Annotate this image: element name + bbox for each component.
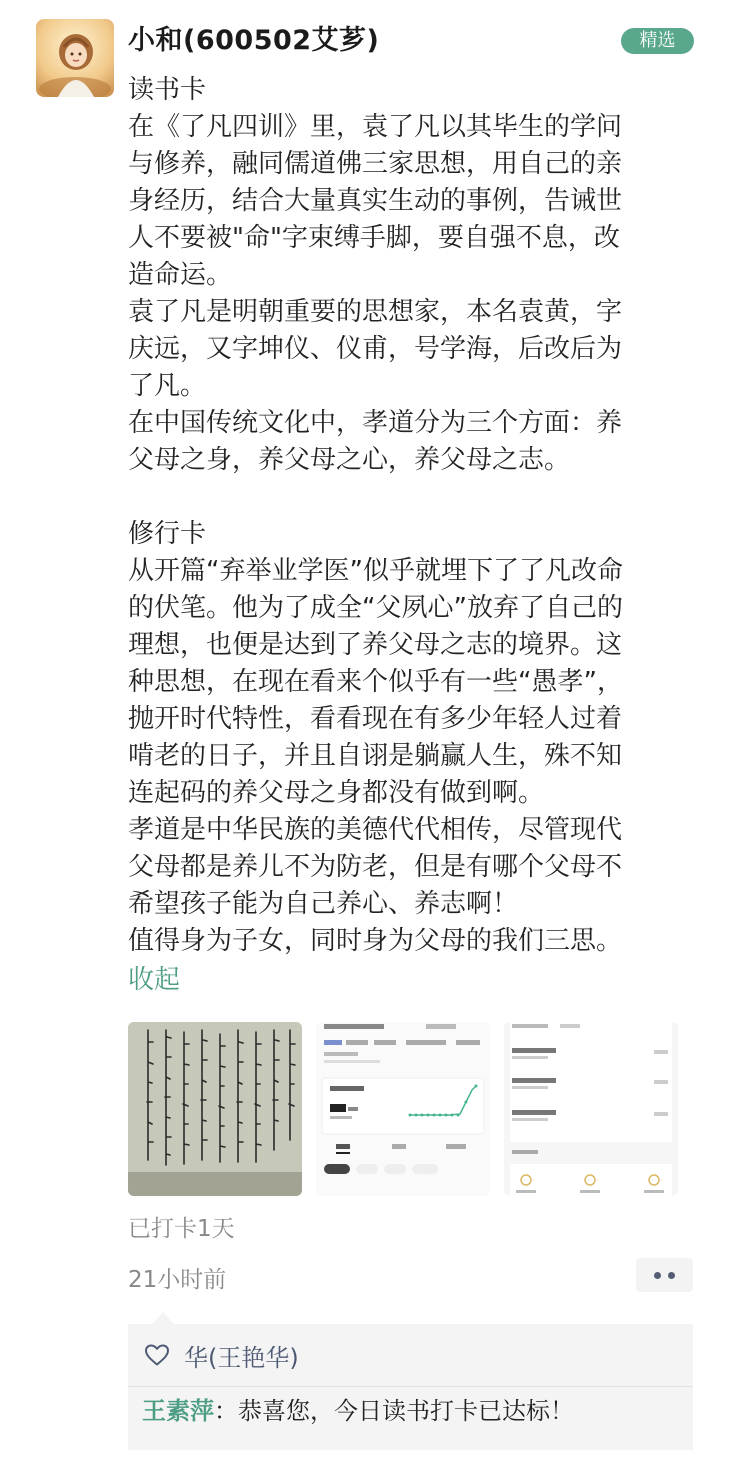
- content-line: 在中国传统文化中，孝道分为三个方面：养: [128, 408, 623, 438]
- content-line: 了凡。: [128, 371, 207, 401]
- image-thumbnail-records[interactable]: [504, 1022, 678, 1196]
- post-content: [128, 72, 688, 960]
- content-line: 的伏笔。他为了成全“父夙心”放弃了自己的: [128, 593, 623, 623]
- handwriting-image: [128, 1022, 302, 1196]
- comment-box-pointer: [152, 1312, 174, 1324]
- content-line: 修行卡: [128, 519, 207, 549]
- content-line: 在《了凡四训》里，袁了凡以其毕生的学问: [128, 112, 623, 142]
- content-line: 读书卡: [128, 75, 207, 105]
- liker-name[interactable]: 华(王艳华): [184, 1343, 299, 1372]
- content-line: 值得身为子女，同时身为父母的我们三思。: [128, 926, 623, 956]
- content-line: 身经历，结合大量真实生动的事例，告诫世: [128, 186, 623, 216]
- comment-text: 恭喜您，今日读书打卡已达标！: [238, 1397, 574, 1425]
- like-row: [144, 1338, 299, 1372]
- content-line: 种思想，在现在看来个似乎有一些“愚孝”，: [128, 667, 623, 697]
- content-line: 人不要被"命"字束缚手脚，要自强不息，改: [128, 223, 620, 253]
- checkin-count: 已打卡1天: [128, 1216, 235, 1242]
- avatar-image: [36, 19, 114, 97]
- content-line: 抛开时代特性，看看现在有多少年轻人过着: [128, 704, 623, 734]
- collapse-link[interactable]: 收起: [128, 965, 181, 995]
- featured-badge: 精选: [621, 28, 694, 54]
- content-line: 连起码的养父母之身都没有做到啊。: [128, 778, 545, 808]
- image-thumbnail-stats[interactable]: [316, 1022, 490, 1196]
- more-dot-icon: [654, 1272, 661, 1279]
- content-line: 孝道是中华民族的美德代代相传，尽管现代: [128, 815, 623, 845]
- content-line: 啃老的日子，并且自诩是躺赢人生，殊不知: [128, 741, 623, 771]
- content-line: 袁了凡是明朝重要的思想家，本名袁黄，字: [128, 297, 623, 327]
- content-line: 与修养，融同儒道佛三家思想，用自己的亲: [128, 149, 623, 179]
- content-line: 父母都是养儿不为防老，但是有哪个父母不: [128, 852, 623, 882]
- content-line: 希望孩子能为自己养心、养志啊！: [128, 889, 519, 919]
- stats-screenshot-image: [316, 1022, 490, 1196]
- content-line: 造命运。: [128, 260, 233, 290]
- more-dot-icon: [668, 1272, 675, 1279]
- avatar[interactable]: [36, 19, 114, 97]
- comment-author[interactable]: 王素萍: [142, 1397, 214, 1425]
- content-line: [128, 479, 688, 516]
- content-line: 庆远，又字坤仪、仪甫，号学海，后改后为: [128, 334, 623, 364]
- username[interactable]: 小和(600502艾芗): [128, 25, 380, 56]
- image-thumbnail-handwriting[interactable]: [128, 1022, 302, 1196]
- comment-separator: ：: [214, 1397, 238, 1425]
- interaction-panel: [128, 1324, 693, 1450]
- records-screenshot-image: [504, 1022, 678, 1196]
- more-options-button[interactable]: [636, 1258, 693, 1292]
- divider: [128, 1386, 693, 1387]
- comment-item[interactable]: [142, 1394, 574, 1428]
- content-line: 父母之身，养父母之心，养父母之志。: [128, 445, 571, 475]
- heart-icon[interactable]: [144, 1343, 170, 1367]
- post-time: 21小时前: [128, 1267, 227, 1293]
- content-line: 从开篇“弃举业学医”似乎就埋下了了凡改命: [128, 556, 623, 586]
- content-line: 理想，也便是达到了养父母之志的境界。这: [128, 630, 623, 660]
